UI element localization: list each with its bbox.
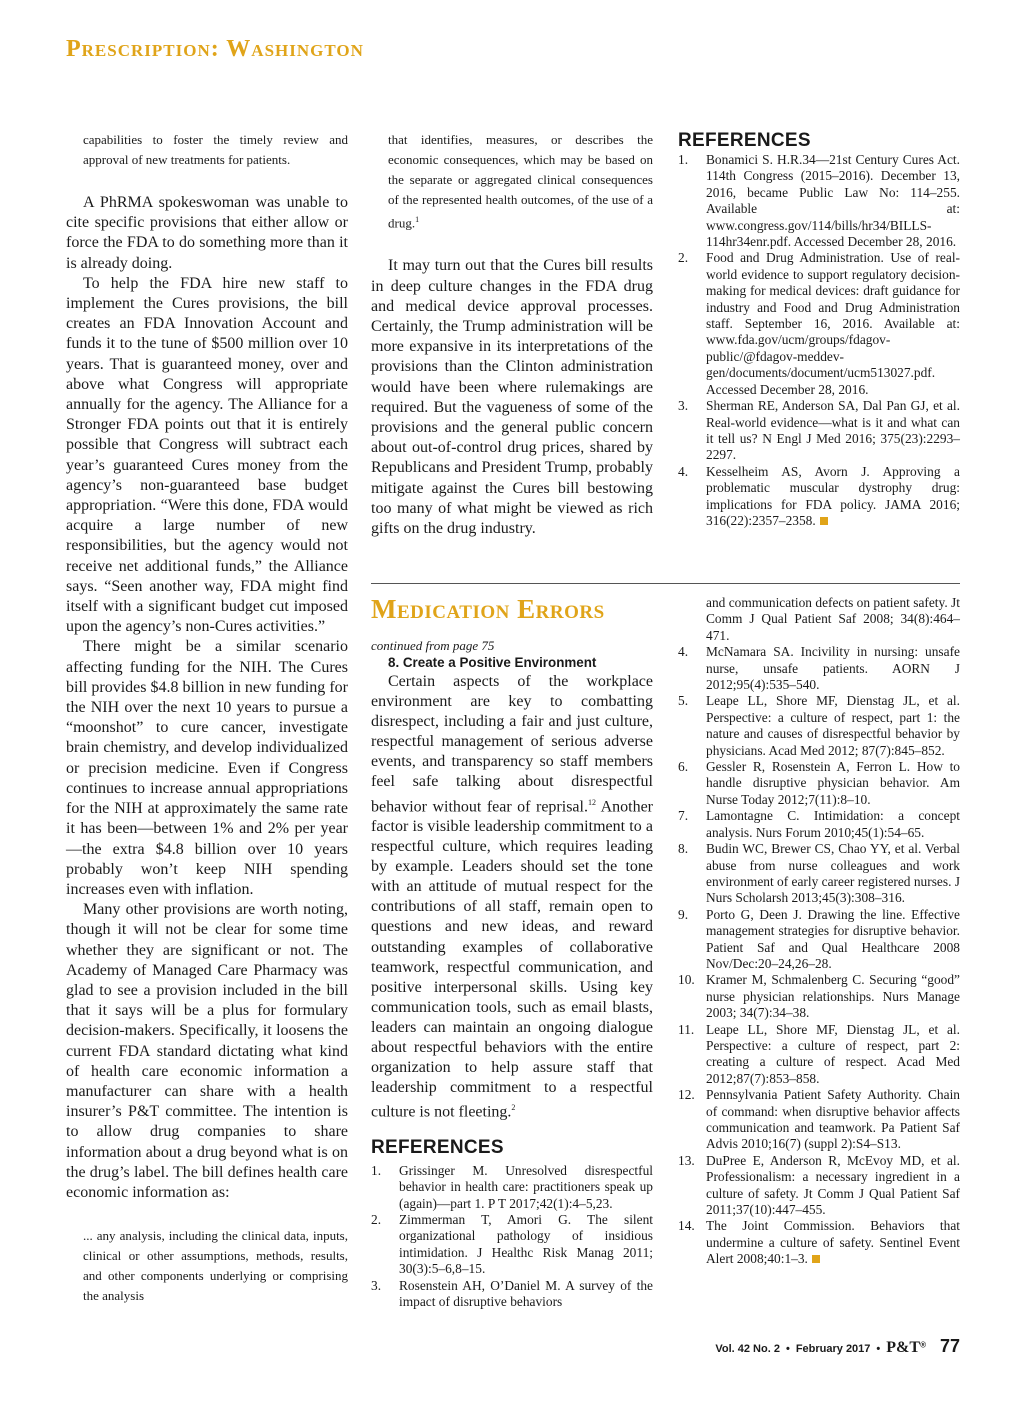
citation-superscript: 1 bbox=[415, 215, 420, 224]
block-quote-top: capabilities to foster the timely review and approval of new treatments for patients. bbox=[83, 132, 348, 167]
volume-info: Vol. 42 No. 2 bbox=[715, 1343, 780, 1355]
reference-item bbox=[678, 595, 960, 644]
page-footer bbox=[715, 1336, 960, 1357]
reference-text: Budin WC, Brewer CS, Chao YY, et al. Verbal abuse from nurse colleagues and work environment of early career registered nurses. J Nurs Scholarsh 2013;45(3):308–316. bbox=[706, 841, 960, 906]
journal-name: P&T bbox=[886, 1339, 921, 1356]
reference-number: 13. bbox=[678, 1152, 695, 1168]
end-mark-icon bbox=[812, 1255, 820, 1263]
reference-item bbox=[678, 759, 960, 808]
reference-item bbox=[678, 1153, 960, 1219]
reference-number: 9. bbox=[678, 906, 689, 922]
reference-item bbox=[371, 1212, 653, 1278]
reference-text: Pennsylvania Patient Safety Authority. Chain of command: when disruptive behavior affects communication and teamwork. Pa Patient Saf Advis 2010;16(7) (suppl 2):S4–S13. bbox=[706, 1087, 960, 1152]
references-heading: REFERENCES bbox=[678, 130, 811, 151]
reference-text: DuPree E, Anderson R, McEvoy MD, et al. Professionalism: a necessary ingredient in a culture of safety. Jt Comm J Qual Patient Saf 2011;37(10):447–455. bbox=[706, 1152, 960, 1218]
reference-text: Rosenstein AH, O’Daniel M. A survey of the impact of disruptive behaviors bbox=[399, 1277, 653, 1309]
reference-text: Kesselheim AS, Avorn J. Approving a problematic muscular dystrophy drug: implications for FDA policy. JAMA 2016; 316(22):2357–2358. bbox=[706, 463, 960, 528]
reference-item bbox=[678, 644, 960, 693]
reference-number: 4. bbox=[678, 463, 689, 479]
reference-item bbox=[678, 1087, 960, 1153]
paragraph-4: Many other provisions are worth noting, though it will not be clear for some time whether they are significant or not. The Academy of Managed Care Pharmacy was glad to see a provision included in the bill that it says will be a plus for formulary decision-makers. Specifically, it loosens the current FDA standard dictating what kind of health care economic information a manufacturer can share with a health insurer’s P&T committee. The intention is to allow drug companies to share information about a drug beyond what is on the drug’s label. The bill defines health care economic information as: bbox=[66, 901, 348, 1201]
reference-text: Gessler R, Rosenstein A, Ferron L. How to handle disruptive physician behavior. Am Nurse Today 2012;7(11):8–10. bbox=[706, 759, 960, 807]
reference-number: 1. bbox=[371, 1162, 382, 1178]
references-list bbox=[678, 152, 960, 529]
paragraph-2: To help the FDA hire new staff to implement the Cures provisions, the bill creates an FDA Innovation Account and funds it to the tune of $500 million over 10 years. That is guaranteed money, over and above what Congress will appropriate annually for the agency. The Alliance for a Stronger FDA points out that it is entirely possible that Congress will subtract each year’s guaranteed Cures money from the agency’s non-guaranteed base budget appropriation. “Were this done, FDA would acquire a large number of new responsibilities, but the agency would not receive net additional funds,” the Alliance says. “Seen another way, FDA might find itself with a significant budget cut imposed upon the agency’s non-Cures activities.” bbox=[66, 274, 348, 636]
reference-item bbox=[678, 808, 960, 841]
reference-number: 12. bbox=[678, 1087, 695, 1103]
section-title: Medication Errors bbox=[371, 594, 605, 624]
reference-text: Kramer M, Schmalenberg C. Securing “good” nurse physician relationships. Nurs Manage 2003; 34(7):34–38. bbox=[706, 972, 960, 1021]
reference-number: 8. bbox=[678, 841, 689, 857]
reference-item bbox=[678, 972, 960, 1021]
column-3-bottom bbox=[678, 595, 960, 1268]
section-paragraph bbox=[371, 672, 653, 1123]
reference-item bbox=[371, 1163, 653, 1212]
reference-number: 10. bbox=[678, 972, 695, 988]
reference-text: The Joint Commission. Behaviors that undermine a culture of safety. Sentinel Event Alert 2008;40:1–3. bbox=[706, 1218, 960, 1267]
section-divider bbox=[371, 583, 960, 584]
separator: • bbox=[785, 1343, 790, 1355]
reference-item bbox=[678, 398, 960, 464]
reference-number: 2. bbox=[678, 250, 689, 266]
reference-text: Leape LL, Shore MF, Dienstag JL, et al. Perspective: a culture of respect, part 1: the nature and causes of disrespectful behavior by physicians. Acad Med 2012; 87(7):845–852. bbox=[706, 693, 960, 758]
reference-number: 6. bbox=[678, 759, 689, 775]
end-mark-icon bbox=[820, 517, 828, 525]
column-3 bbox=[678, 130, 960, 529]
paragraph-text: Certain aspects of the workplace environment are key to combatting disrespect, including a fair and just culture, respectful management of serious adverse events, and transparency so staff members feel safe talking about disrespectful behavior without fear of reprisal. bbox=[371, 673, 653, 815]
column-2 bbox=[371, 130, 653, 539]
reference-item bbox=[678, 1022, 960, 1088]
reference-number: 4. bbox=[678, 644, 689, 660]
paragraph-cures: It may turn out that the Cures bill results in deep culture changes in the FDA drug and medical device approval processes. Certainly, the Trump administration will be more expansive in its interpretations of the provisions than the Clinton administration would have been where rulemakings are required. But the vagueness of some of the provisions and the general public concern about out-of-control drug prices, shared by Republicans and President Trump, probably mitigate against the Cures bill bestowing too many of what might be viewed as rich gifts on the drug industry. bbox=[371, 257, 653, 537]
reference-text: McNamara SA. Incivility in nursing: unsafe nurse, unsafe patients. AORN J 2012;95(4):535–540. bbox=[706, 644, 960, 693]
registered-mark: ® bbox=[920, 1340, 926, 1350]
reference-text: Grissinger M. Unresolved disrespectful behavior in health care: practitioners speak up (again)—part 1. P T 2017;42(1):4–5,23. bbox=[399, 1162, 653, 1211]
medication-errors-section bbox=[371, 594, 653, 1310]
reference-item bbox=[371, 1278, 653, 1311]
reference-item bbox=[678, 464, 960, 530]
paragraph-3: There might be a similar scenario affecting funding for the NIH. The Cures bill provides $4.8 billion in new funding for the NIH over the next 10 years to pursue a “moonshot” to cure cancer, investigate brain chemistry, and develop individualized or precision medicine. Even if Congress continues to increase annual appropriations for the NIH at approximately the same rate it has been—between 1% and 2% per year—the extra $4.8 billion over 10 years probably won’t keep NIH spending increases even with inflation. bbox=[66, 638, 348, 898]
block-quote-bottom: ... any analysis, including the clinical data, inputs, clinical or other assumptions, methods, results, and other components underlying or comprising the analysis bbox=[83, 1228, 348, 1304]
reference-text: and communication defects on patient safety. Jt Comm J Qual Patient Saf 2008; 34(8):464–471. bbox=[706, 595, 960, 643]
reference-text: Bonamici S. H.R.34—21st Century Cures Act. 114th Congress (2015–2016). December 13, 2016, became Public Law No: 114–255. Available at: www.congress.gov/114/bills/hr34/BILLS-114hr34enr.pdf. Accessed December 28, 2016. bbox=[706, 152, 960, 250]
reference-number: 1. bbox=[678, 152, 689, 167]
citation-superscript: 12 bbox=[587, 797, 596, 807]
separator: • bbox=[876, 1343, 881, 1355]
references-list bbox=[678, 595, 960, 1268]
reference-item bbox=[678, 907, 960, 973]
reference-text: Leape LL, Shore MF, Dienstag JL, et al. Perspective: a culture of respect, part 2: creating a culture of respect. Acad Med 2012;87(7):853–858. bbox=[706, 1021, 960, 1086]
reference-text: Porto G, Deen J. Drawing the line. Effective management strategies for disruptive behavior. Patient Saf and Qual Healthcare 2008 Nov/Dec:20–24,26–28. bbox=[706, 906, 960, 971]
continued-note: continued from page 75 bbox=[371, 638, 495, 653]
reference-text: Sherman RE, Anderson SA, Dal Pan GJ, et al. Real-world evidence—what is it and what can it tell us? N Engl J Med 2016; 375(23):2293–2297. bbox=[706, 398, 960, 463]
paragraph-1: A PhRMA spokeswoman was unable to cite specific provisions that either allow or force the FDA to do something more than it is already doing. bbox=[66, 194, 348, 272]
running-header: Prescription: Washington bbox=[66, 36, 364, 62]
reference-number: 14. bbox=[678, 1218, 695, 1234]
reference-text: Lamontagne C. Intimidation: a concept analysis. Nurs Forum 2010;45(1):54–65. bbox=[706, 808, 960, 840]
reference-item bbox=[678, 1218, 960, 1267]
reference-number: 11. bbox=[678, 1021, 695, 1037]
reference-item bbox=[678, 693, 960, 759]
reference-number: 2. bbox=[371, 1211, 382, 1227]
references-list bbox=[371, 1163, 653, 1311]
reference-number: 3. bbox=[371, 1277, 382, 1293]
reference-number: 3. bbox=[678, 398, 689, 414]
reference-number: 7. bbox=[678, 808, 689, 824]
reference-text: Food and Drug Administration. Use of real-world evidence to support regulatory decision-making for medical devices: draft guidance for industry and Food and Drug Administration staff. September 16, 2016. Available at: www.fda.gov/ucm/groups/fdagov-public/@fdagov-meddev-gen/documents/document/ucm513027.pdf. Accessed December 28, 2016. bbox=[706, 250, 960, 397]
reference-item bbox=[678, 841, 960, 907]
reference-number: 5. bbox=[678, 693, 689, 709]
issue-date: February 2017 bbox=[795, 1343, 871, 1355]
paragraph-text-2: Another factor is visible leadership commitment to a respectful culture, which requires leading by example. Leaders should set the tone with an attitude of mutual respect for the contributions of all staff, remain open to questions and new ideas, and reward outstanding examples of collaborative teamwork, respectful communication, and positive interpersonal skills. Using key communication tools, such as email blasts, leaders can maintain an ongoing dialogue about respectful behaviors with the entire organization to help assure staff that leadership commitment to a respectful culture is not fleeting. bbox=[371, 797, 653, 1121]
column-1 bbox=[66, 130, 348, 1306]
reference-item bbox=[678, 152, 960, 250]
subheading: 8. Create a Positive Environment bbox=[388, 655, 597, 670]
page-number: 77 bbox=[939, 1336, 960, 1356]
reference-text: Zimmerman T, Amori G. The silent organizational pathology of insidious intimidation. J Healthc Risk Manag 2011; 30(3):5–6,8–15. bbox=[399, 1211, 653, 1277]
references-heading: REFERENCES bbox=[371, 1136, 504, 1158]
block-quote-continued bbox=[371, 130, 653, 233]
reference-item bbox=[678, 250, 960, 398]
quote-text: that identifies, measures, or describes the economic consequences, which may be based on the separate or aggregated clinical consequences of the represented health outcomes, of the use of a drug. bbox=[388, 132, 653, 231]
citation-superscript: 2 bbox=[511, 1103, 516, 1113]
